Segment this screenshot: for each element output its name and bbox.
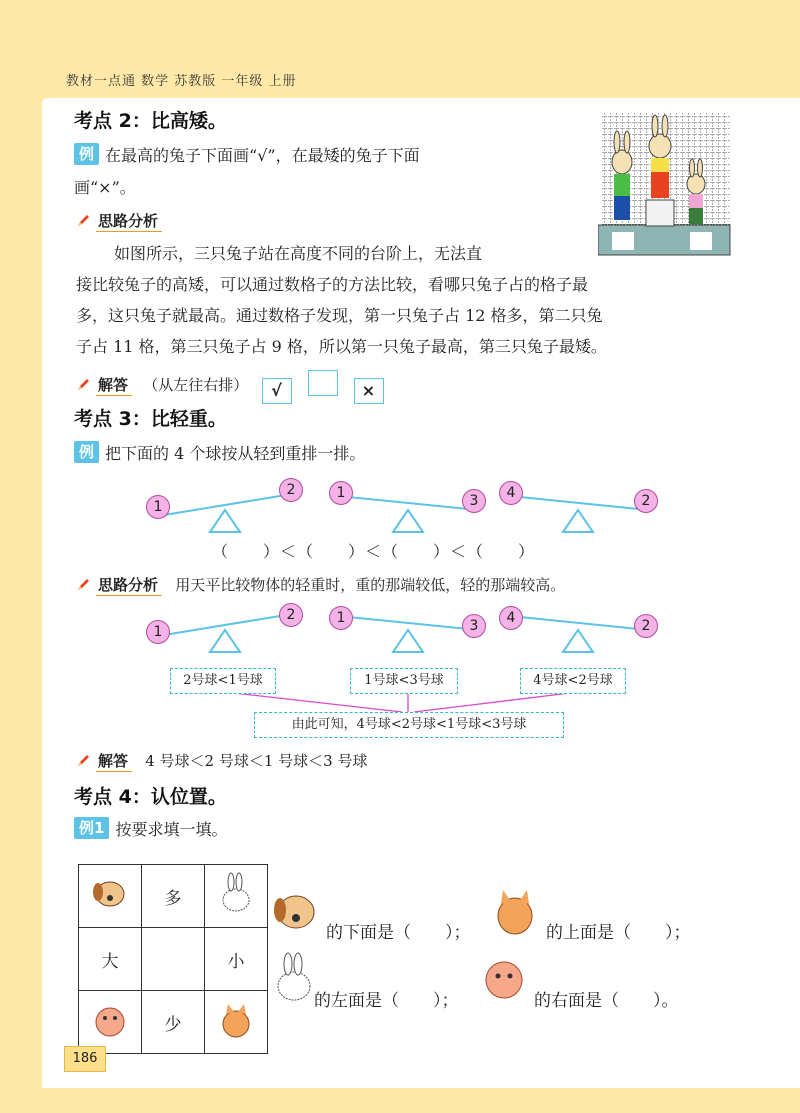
ball-1: 1	[146, 495, 170, 519]
q2-left: 的左面是（ ）；	[314, 991, 459, 1011]
dog-icon	[88, 874, 132, 914]
result-box-2: 1号球<3号球	[350, 668, 458, 694]
s3-answer-text: 4 号球＜2 号球＜1 号球＜3 号球	[145, 752, 368, 770]
result-box-1: 2号球<1号球	[170, 668, 276, 694]
s3-example	[74, 438, 365, 470]
ball-2: 2	[634, 614, 658, 638]
result-box-3: 4号球<2号球	[520, 668, 626, 694]
q1-above: 的上面是（ ）；	[546, 923, 691, 943]
s3-analysis-text: 用天平比较物体的轻重时，重的那端较低，轻的那端较高。	[175, 576, 566, 594]
cell-small: 小	[205, 928, 268, 991]
s3-line1: 把下面的 4 个球按从轻到重排一排。	[105, 444, 366, 463]
conclusion-box: 由此可知，4号球<2号球<1号球<3号球	[254, 712, 564, 738]
section-3-title: 考点 3：比轻重。	[74, 408, 227, 430]
s2-answer: 解答 （从左往右排） √ ×	[76, 370, 392, 404]
s2-analysis-p2: 接比较兔子的高矮，可以通过数格子的方法比较，看哪只兔子占的格子最	[76, 275, 589, 294]
ball-2: 2	[279, 478, 303, 502]
page-number: 186	[64, 1046, 106, 1072]
section-4-title: 考点 4：认位置。	[74, 786, 227, 808]
ball-4: 4	[499, 606, 523, 630]
ball-2: 2	[634, 489, 658, 513]
cell-empty	[142, 928, 205, 991]
s4-line1: 按要求填一填。	[115, 820, 228, 839]
balances-question	[140, 480, 680, 536]
s2-analysis-p3: 多，这只兔子就最高。通过数格子发现，第一只兔子占 12 格多，第二只兔	[76, 306, 603, 325]
s2-analysis-label: 思路分析	[76, 210, 162, 231]
s2-analysis-p4: 子占 11 格，第三只兔子占 9 格，所以第一只兔子最高，第三只兔子最矮。	[76, 337, 607, 356]
cell-cat	[205, 991, 268, 1054]
example-tag: 例	[74, 441, 99, 463]
section-2-title: 考点 2：比高矮。	[74, 110, 227, 132]
cell-less: 少	[142, 991, 205, 1054]
s2-line1: 在最高的兔子下面画“√”，在最矮的兔子下面	[105, 146, 420, 165]
cat-icon	[214, 998, 258, 1042]
position-grid	[78, 864, 268, 1054]
pencil-icon	[76, 754, 90, 768]
cell-big: 大	[79, 928, 142, 991]
cell-dog	[79, 865, 142, 928]
pencil-icon	[76, 578, 90, 592]
cell-rabbit	[205, 865, 268, 928]
example-tag: 例	[74, 143, 99, 165]
rabbit-steps-illustration	[598, 110, 733, 258]
s2-example	[74, 140, 564, 172]
answer-box-1: √	[262, 378, 292, 404]
s4-example	[74, 814, 227, 846]
s3-answer: 解答 4 号球＜2 号球＜1 号球＜3 号球	[76, 750, 368, 771]
rabbit-icon	[214, 872, 258, 916]
cell-more: 多	[142, 865, 205, 928]
ball-3: 3	[462, 614, 486, 638]
ball-3: 3	[462, 489, 486, 513]
answer-box-2	[308, 370, 338, 396]
s2-analysis-p1: 如图所示，三只兔子站在高度不同的台阶上，无法直	[114, 244, 483, 263]
pencil-icon	[76, 378, 90, 392]
cat-icon	[486, 884, 544, 942]
tiger-icon	[88, 998, 132, 1042]
order-blanks: （ ）＜（ ）＜（ ）＜（ ）	[212, 542, 536, 561]
s2-line2: 画“×”。	[74, 178, 136, 197]
s3-analysis: 思路分析 用天平比较物体的轻重时，重的那端较低，轻的那端较高。	[76, 574, 565, 595]
ball-4: 4	[499, 481, 523, 505]
ball-1: 1	[329, 606, 353, 630]
q1-below: 的下面是（ ）；	[326, 923, 471, 943]
rabbit-icon	[270, 950, 318, 1006]
tiger-icon	[476, 950, 532, 1006]
s2-answer-note: （从左往右排）	[143, 376, 249, 394]
answer-box-3: ×	[354, 378, 384, 404]
ball-1: 1	[146, 620, 170, 644]
running-header: 教材一点通 数学 苏教版 一年级 上册	[66, 74, 297, 89]
dog-icon	[268, 886, 324, 940]
ball-2: 2	[279, 603, 303, 627]
cell-tiger	[79, 991, 142, 1054]
example-tag: 例1	[74, 817, 109, 839]
ball-1: 1	[329, 481, 353, 505]
q2-right: 的右面是（ ）。	[534, 991, 679, 1011]
pencil-icon	[76, 214, 90, 228]
